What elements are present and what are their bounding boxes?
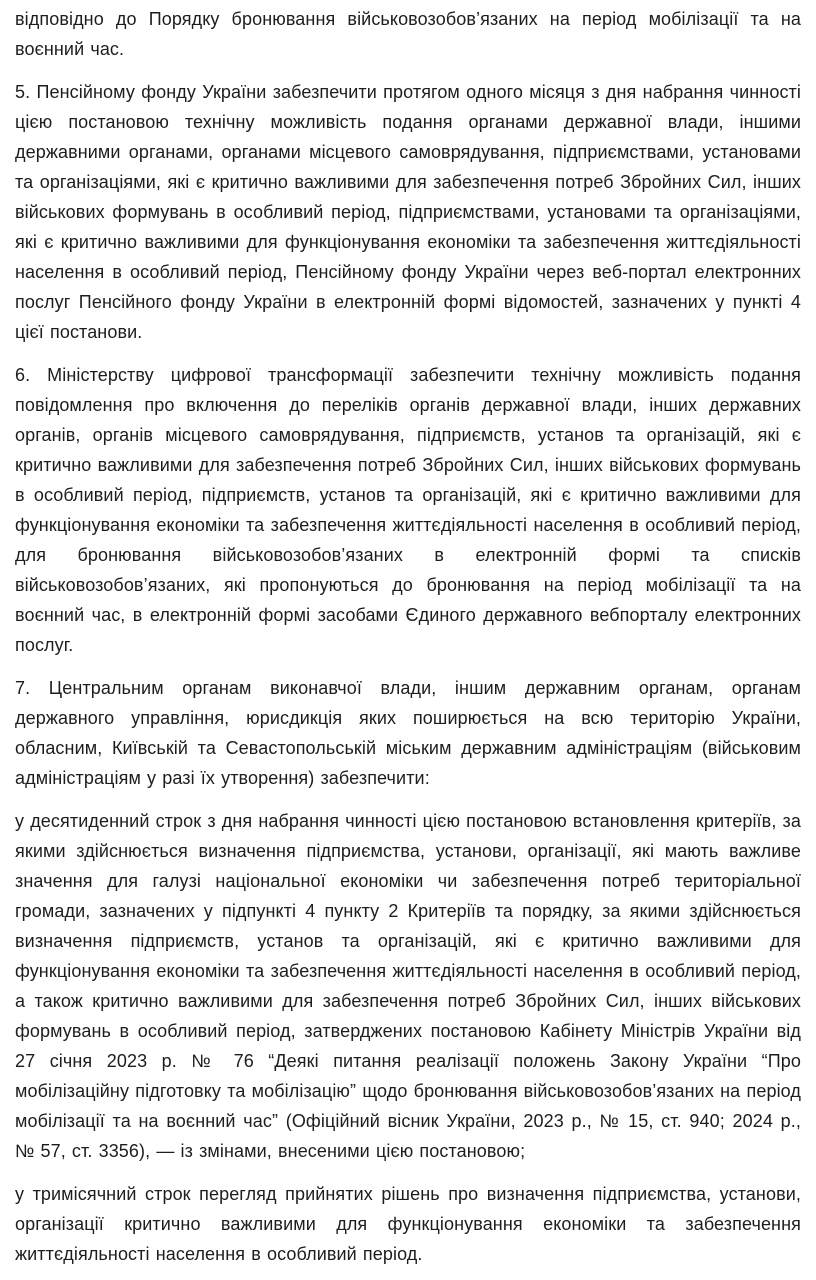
paragraph-clause-4-continuation: відповідно до Порядку бронювання військовозобов’язаних на період мобілізації та на воєнний час. bbox=[15, 9, 801, 59]
paragraph-clause-5: 5. Пенсійному фонду України забезпечити протягом одного місяця з дня набрання чинності цією постановою технічну можливість подання органами державної влади, іншими державними органами, органами місцевого самоврядування, підприємствами, установами та організаціями, які є критично важливими для забезпечення потреб Збройних Сил, інших військових формувань в особливий період, підприємствами, установами та організаціями, які є критично важливими для функціонування економіки та забезпечення життєдіяльності населення в особливий період, Пенсійному фонду України через веб-портал електронних послуг Пенсійного фонду України в електронній формі відомостей, зазначених у пункті 4 цієї постанови. bbox=[15, 82, 801, 342]
paragraph-clause-7-sub-2: у тримісячний строк перегляд прийнятих рішень про визначення підприємства, установи, організації критично важливими для функціонування економіки та забезпечення життєдіяльності населення в особливий період. bbox=[15, 1184, 801, 1264]
paragraph-clause-7-sub-1: у десятиденний строк з дня набрання чинності цією постановою встановлення критеріїв, за якими здійснюється визначення підприємства, установи, організації, які мають важливе значення для галузі національної економіки чи забезпечення потреб територіальної громади, зазначених у підпункті 4 пункту 2 Критеріїв та порядку, за якими здійснюється визначення підприємств, установ та організацій, які є критично важливими для функціонування економіки та забезпечення життєдіяльності населення в особливий період, а також критично важливими для забезпечення потреб Збройних Сил, інших військових формувань в особливий період, затверджених постановою Кабінету Міністрів України від 27 січня 2023 р. № 76 “Деякі питання реалізації положень Закону України “Про мобілізаційну підготовку та мобілізацію” щодо бронювання військовозобов’язаних на період мобілізації та на воєнний час” (Офіційний вісник України, 2023 р., № 15, ст. 940; 2024 р., № 57, ст. 3356), — із змінами, внесеними цією постановою; bbox=[15, 811, 801, 1161]
paragraph-clause-6: 6. Міністерству цифрової трансформації забезпечити технічну можливість подання повідомлення про включення до переліків органів державної влади, інших державних органів, органів місцевого самоврядування, підприємств, установ та організацій, які є критично важливими для забезпечення потреб Збройних Сил, інших військових формувань в особливий період, підприємств, установ та організацій, які є критично важливими для функціонування економіки та забезпечення життєдіяльності населення в особливий період, для бронювання військовозобов’язаних в електронній формі та списків військовозобов’язаних, які пропонуються до бронювання на період мобілізації та на воєнний час, в електронній формі засобами Єдиного державного вебпорталу електронних послуг. bbox=[15, 365, 801, 655]
paragraph-clause-7-intro: 7. Центральним органам виконавчої влади, іншим державним органам, органам державного управління, юрисдикція яких поширюється на всю територію України, обласним, Київській та Севастопольській міським державним адміністраціям (військовим адміністраціям у разі їх утворення) забезпечити: bbox=[15, 678, 801, 788]
